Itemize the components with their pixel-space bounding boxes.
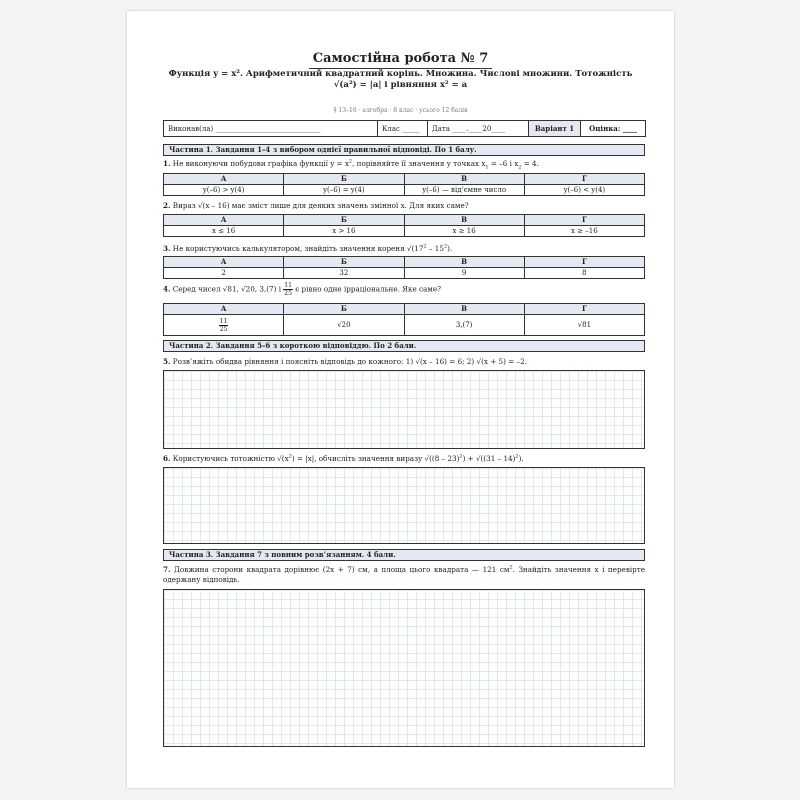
option-header-a: А [164, 215, 284, 226]
option-header-b: Б [284, 304, 404, 315]
page-title: Самостійна робота № 7 [127, 51, 674, 66]
question-1: 1. Не виконуючи побудови графіка функції $y = x^2$, порівняйте її значення у точках $x_1 = -6$ і $x_2 = 4$. [163, 158, 539, 171]
option-header-d: Г [524, 304, 644, 315]
q1-option-d[interactable]: y(–6) < y(4) [524, 185, 644, 196]
section-2-header: Частина 2. Завдання 5–6 з короткою відповіддю. По 2 бали. [163, 340, 645, 352]
student-info-table [163, 120, 646, 137]
question-2-options [163, 214, 645, 237]
option-header-a: А [164, 257, 284, 268]
question-3-options [163, 256, 645, 279]
option-header-c: В [404, 174, 524, 185]
variant-label: Варіант 1 [529, 121, 581, 137]
class-field[interactable]: Клас _____ [378, 121, 428, 137]
q2-option-d[interactable]: x ≥ –16 [524, 226, 644, 237]
section-1-header: Частина 1. Завдання 1–4 з вибором однієї правильної відповіді. По 1 балу. [163, 144, 645, 156]
question-2: 2. Вираз √(x – 16) має зміст лише для деяких значень змінної x. Для яких саме? [163, 201, 469, 210]
q4-option-d[interactable]: √81 [524, 315, 644, 336]
q1-option-b[interactable]: y(–6) = y(4) [284, 185, 404, 196]
question-3: 3. Не користуючись калькулятором, знайдіть значення кореня $√(17^2 - 15^2)$. [163, 243, 453, 253]
question-5: 5. Розв’яжіть обидва рівняння і поясніть відповідь до кожного: 1) √(x – 16) = 6; 2) √(x + 5) = –2. [163, 357, 527, 366]
worksheet-page [127, 11, 674, 788]
grade-field[interactable]: Оцінка: ____ [581, 121, 646, 137]
question-4: 4. Серед чисел √81, √20, 3,(7) і $\frac{11}{25}$ є рівно одне ірраціональне. Яке саме? [163, 282, 442, 297]
q3-option-d[interactable]: 8 [524, 268, 644, 279]
question-4-options [163, 303, 645, 336]
answer-grid-6[interactable] [163, 467, 645, 544]
option-header-c: В [404, 304, 524, 315]
option-header-b: Б [284, 174, 404, 185]
option-header-a: А [164, 174, 284, 185]
option-header-d: Г [524, 215, 644, 226]
answer-grid-7[interactable] [163, 589, 645, 747]
q4-option-a[interactable]: $\frac{11}{25}$ [164, 315, 284, 336]
question-1-options [163, 173, 645, 196]
option-header-b: Б [284, 257, 404, 268]
date-field[interactable]: Дата ____.____20____ [428, 121, 529, 137]
option-header-b: Б [284, 215, 404, 226]
q2-option-a[interactable]: x ≤ 16 [164, 226, 284, 237]
page-meta: § 13–16 · алгебра · 8 клас · усього 12 балів [333, 107, 468, 114]
option-header-d: Г [524, 174, 644, 185]
q1-option-c[interactable]: y(–6) — від’ємне число [404, 185, 524, 196]
fraction: $\frac{11}{25}$ [284, 282, 292, 297]
option-header-d: Г [524, 257, 644, 268]
section-3-header: Частина 3. Завдання 7 з повним розв’язанням. 4 бали. [163, 549, 645, 561]
q4-option-b[interactable]: √20 [284, 315, 404, 336]
question-6: 6. Користуючись тотожністю $√(x^2) = |x|$, обчисліть значення виразу √((8 – 23)$^2$) + √((31 – 14)$^2$). [163, 453, 524, 463]
student-name-field[interactable]: Виконав(ла) ______________________________ [164, 121, 378, 137]
q3-option-a[interactable]: 2 [164, 268, 284, 279]
q3-option-b[interactable]: 32 [284, 268, 404, 279]
q3-option-c[interactable]: 9 [404, 268, 524, 279]
q1-option-a[interactable]: y(–6) > y(4) [164, 185, 284, 196]
q2-option-b[interactable]: x > 16 [284, 226, 404, 237]
answer-grid-5[interactable] [163, 370, 645, 449]
q2-option-c[interactable]: x ≥ 16 [404, 226, 524, 237]
page-subtitle: Функція y = x². Арифметичний квадратний корінь. Множина. Числові множини. Тотожність √(a²) = |a| і рівняння x² = a [168, 69, 633, 90]
option-header-c: В [404, 257, 524, 268]
option-header-a: А [164, 304, 284, 315]
question-7: 7. Довжина сторони квадрата дорівнює (2x + 7) см, а площа цього квадрата — 121 $см^2$. Знайдіть значення x і перевірте одержану відповідь. [163, 564, 645, 584]
option-header-c: В [404, 215, 524, 226]
q4-option-c[interactable]: 3,(7) [404, 315, 524, 336]
